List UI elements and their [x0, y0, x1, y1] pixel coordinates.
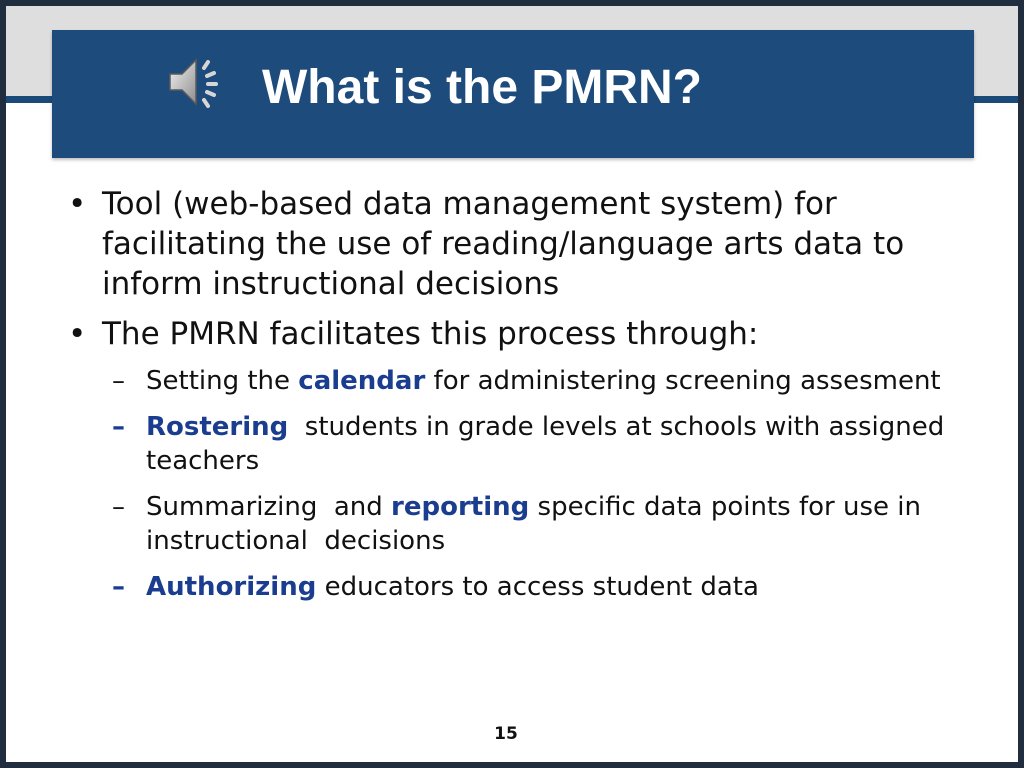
dash-marker: –: [112, 572, 125, 602]
dash-marker: –: [112, 412, 125, 442]
highlight-term: reporting: [391, 492, 530, 522]
bullet-marker: •: [68, 316, 87, 352]
slide-title: What is the PMRN?: [262, 61, 702, 114]
bullet-marker: •: [68, 186, 87, 222]
speaker-icon[interactable]: [164, 50, 228, 114]
sub-bullet-pre: Setting the: [146, 366, 299, 396]
sub-bullet-item: [58, 410, 958, 478]
bullet-item: [58, 184, 958, 304]
bullet-text: Tool (web-based data management system) for facilitating the use of reading/language arts data to inform instructional decisions: [102, 186, 905, 302]
dash-marker: –: [112, 492, 125, 522]
sub-bullet-post: students in grade levels at schools with assigned teachers: [146, 412, 953, 476]
dash-marker: –: [112, 366, 125, 396]
sub-bullet-post: specific data points for use in instructional decisions: [146, 492, 930, 556]
bullet-list: [58, 184, 958, 616]
highlight-term: calendar: [298, 366, 426, 396]
sub-bullet-item: [58, 490, 958, 558]
sub-bullet-item: [58, 570, 958, 604]
sub-bullet-pre: Summarizing and: [146, 492, 392, 522]
highlight-term: Authorizing: [146, 572, 317, 602]
sub-bullet-post: for administering screening assesment: [425, 366, 941, 396]
bullet-item: [58, 314, 958, 354]
sub-bullet-post: educators to access student data: [316, 572, 759, 602]
page-number: 15: [494, 724, 518, 744]
bullet-text: The PMRN facilitates this process through:: [102, 316, 759, 352]
highlight-term: Rostering: [146, 412, 289, 442]
sub-bullet-item: [58, 364, 958, 398]
title-bar: [52, 30, 974, 158]
